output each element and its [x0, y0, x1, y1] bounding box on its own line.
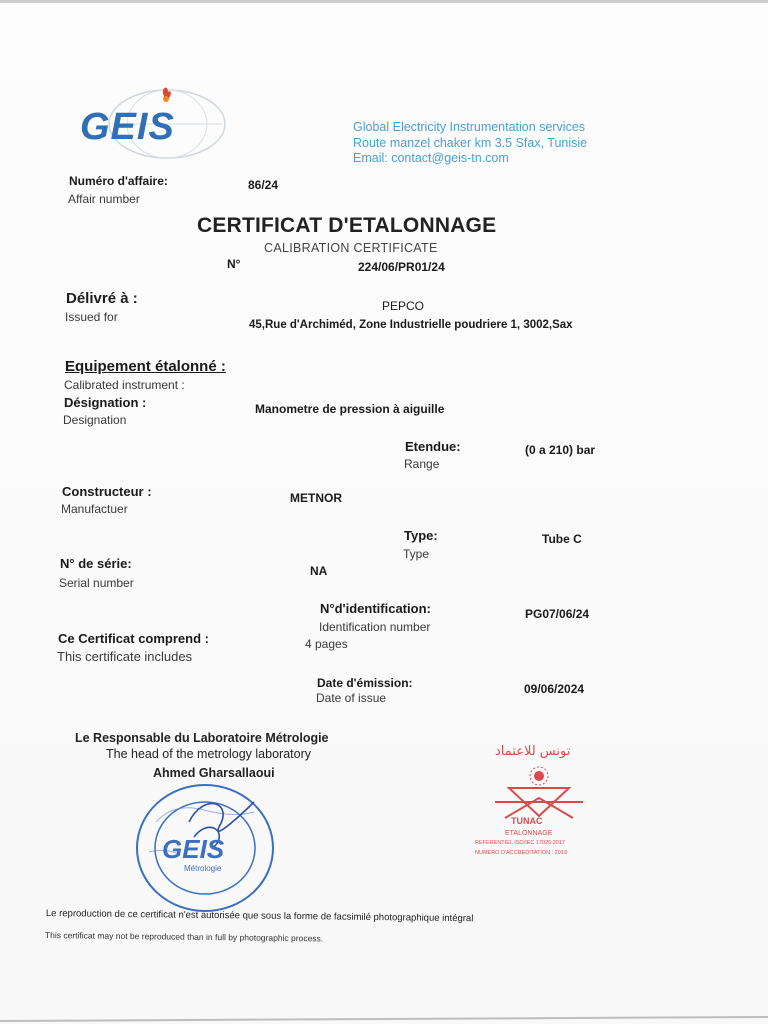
company-email: Email: contact@geis-tn.com [353, 151, 509, 165]
affair-label-en: Affair number [68, 192, 140, 206]
designation-label-fr: Désignation : [64, 395, 147, 410]
geis-logo [72, 82, 232, 162]
signatory-name: Ahmed Gharsallaoui [153, 766, 275, 780]
company-name: Global Electricity Instrumentation services [353, 120, 586, 134]
includes-label-fr: Ce Certificat comprend : [58, 631, 209, 646]
geis-stamp [134, 782, 276, 914]
issue-date-label-fr: Date d'émission: [317, 676, 413, 690]
issued-label-en: Issued for [65, 310, 118, 324]
identification-label-fr: N°d'identification: [320, 601, 431, 616]
page-edge-bottom [0, 1016, 768, 1022]
type-value: Tube C [542, 532, 582, 546]
designation-value: Manometre de pression à aiguille [255, 402, 445, 416]
tunac-arabic: تونس للاعتماد [495, 744, 571, 759]
issued-client: PEPCO [382, 299, 425, 313]
certificate-number: 224/06/PR01/24 [358, 260, 445, 274]
type-label-en: Type [403, 547, 430, 561]
tunac-num: NUMERO D'ACCREDITATION : 2019 [475, 850, 567, 856]
certificate-number-label: N° [227, 257, 241, 271]
certificate-subtitle: CALIBRATION CERTIFICATE [264, 241, 438, 255]
issue-date-label-en: Date of issue [316, 691, 387, 705]
signature-title-fr: Le Responsable du Laboratoire Métrologie [75, 731, 329, 745]
footer-notice-en: This certificat may not be reproduced than in full by photographic process. [44, 930, 324, 944]
identification-value: PG07/06/24 [525, 607, 590, 621]
footer-notice-fr: Le reproduction de ce certificat n'est autorisée que sous la forme de facsimilé photographique intégral [45, 908, 474, 925]
issue-date-value: 09/06/2024 [524, 682, 585, 696]
issued-label-fr: Délivré à : [66, 290, 138, 307]
equipment-section-en: Calibrated instrument : [64, 378, 185, 392]
affair-value: 86/24 [248, 178, 279, 192]
equipment-section-title: Equipement étalonné : [65, 358, 226, 375]
includes-label-en: This certificate includes [57, 649, 193, 664]
company-address: Route manzel chaker km 3.5 Sfax, Tunisie [353, 136, 588, 150]
range-label-fr: Etendue: [405, 439, 461, 454]
manufacturer-value: METNOR [290, 491, 342, 505]
tunac-type: ETALONNAGE [505, 830, 553, 837]
certificate-title: CERTIFICAT D'ETALONNAGE [197, 214, 497, 237]
signature-title-en: The head of the metrology laboratory [106, 747, 311, 761]
identification-label-en: Identification number [319, 620, 431, 634]
manufacturer-label-en: Manufactuer [61, 502, 128, 516]
issued-address: 45,Rue d'Archiméd, Zone Industrielle poudriere 1, 3002,Sax [249, 319, 573, 331]
serial-label-en: Serial number [59, 576, 134, 590]
includes-value: 4 pages [305, 637, 348, 651]
tunac-ref: REFERENTIEL ISO/IEC 17025:2017 [475, 840, 565, 846]
serial-label-fr: N° de série: [60, 556, 132, 571]
affair-label-fr: Numéro d'affaire: [69, 174, 168, 188]
stamp-logo-text: GEIS [162, 834, 225, 864]
range-value: (0 a 210) bar [525, 443, 596, 457]
page-edge-top [0, 0, 768, 3]
type-label-fr: Type: [404, 528, 438, 543]
manufacturer-label-fr: Constructeur : [62, 484, 152, 499]
tunac-name: TUNAC [511, 816, 543, 826]
tunac-mark [475, 742, 595, 867]
logo-text: GEIS [80, 106, 175, 148]
tunac-emblem-icon [475, 758, 595, 838]
range-label-en: Range [404, 457, 440, 471]
serial-value: NA [310, 564, 328, 578]
designation-label-en: Designation [63, 413, 127, 427]
stamp-sub-text: Métrologie [184, 864, 222, 873]
